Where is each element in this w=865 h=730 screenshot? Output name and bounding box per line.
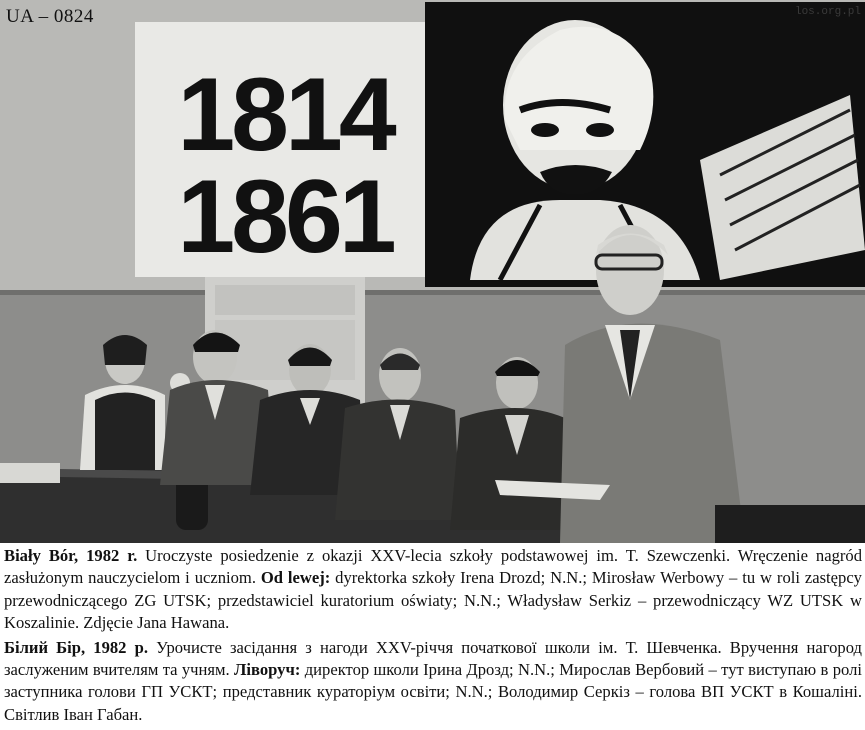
caption-polish-text-2: dyrektorka szkoły Irena Drozd; N.N.; Mirosław Werbowy – tu w roli zastępcy przewodniczącego ZG UTSK; przedstawiciel kuratorium oświaty; N.N.; Władysław Serkiz – przewodniczący WZ UTSK w Koszalinie. Zdjęcie Jana Hawana. [4,568,862,633]
year-start-text: 1814 [177,57,393,173]
caption-ukrainian-text-2: директор школи Ірина Дрозд; N.N.; Мирослав Вербовий – тут виступаю в ролі заступника голови ГП УСКТ; представник кураторіум освіти; N.N.; Володимир Серкіз – голова ВП УСКТ в Кошаліні. Світлив Іван Габан. [4,660,862,724]
year-end-text: 1861 [177,159,393,275]
caption-polish-heading: Biały Bór, 1982 r. [4,546,138,565]
caption-ukrainian-from-left: Ліворуч: [234,660,301,679]
caption-ukrainian [4,637,862,727]
caption-ukrainian-heading: Білий Бір, 1982 р. [4,637,149,657]
caption-polish [4,545,862,635]
caption-polish-from-left: Od lewej: [260,568,331,588]
caption [4,545,862,728]
caption-polish-text-1: Uroczyste posiedzenie z okazji XXV-lecia szkoły podstawowej im. T. Szewczenki. Wręczenie nagród zasłużonym nauczycielom i uczniom. [4,546,862,588]
watermark: los.org.pl [794,6,861,18]
archive-id: UA – 0824 [6,6,94,27]
caption-ukrainian-text-1: Урочисте засідання з нагоди XXV-річчя початкової школи ім. Т. Шевченка. Вручення нагород заслуженим вчителям та учням. [4,637,862,679]
